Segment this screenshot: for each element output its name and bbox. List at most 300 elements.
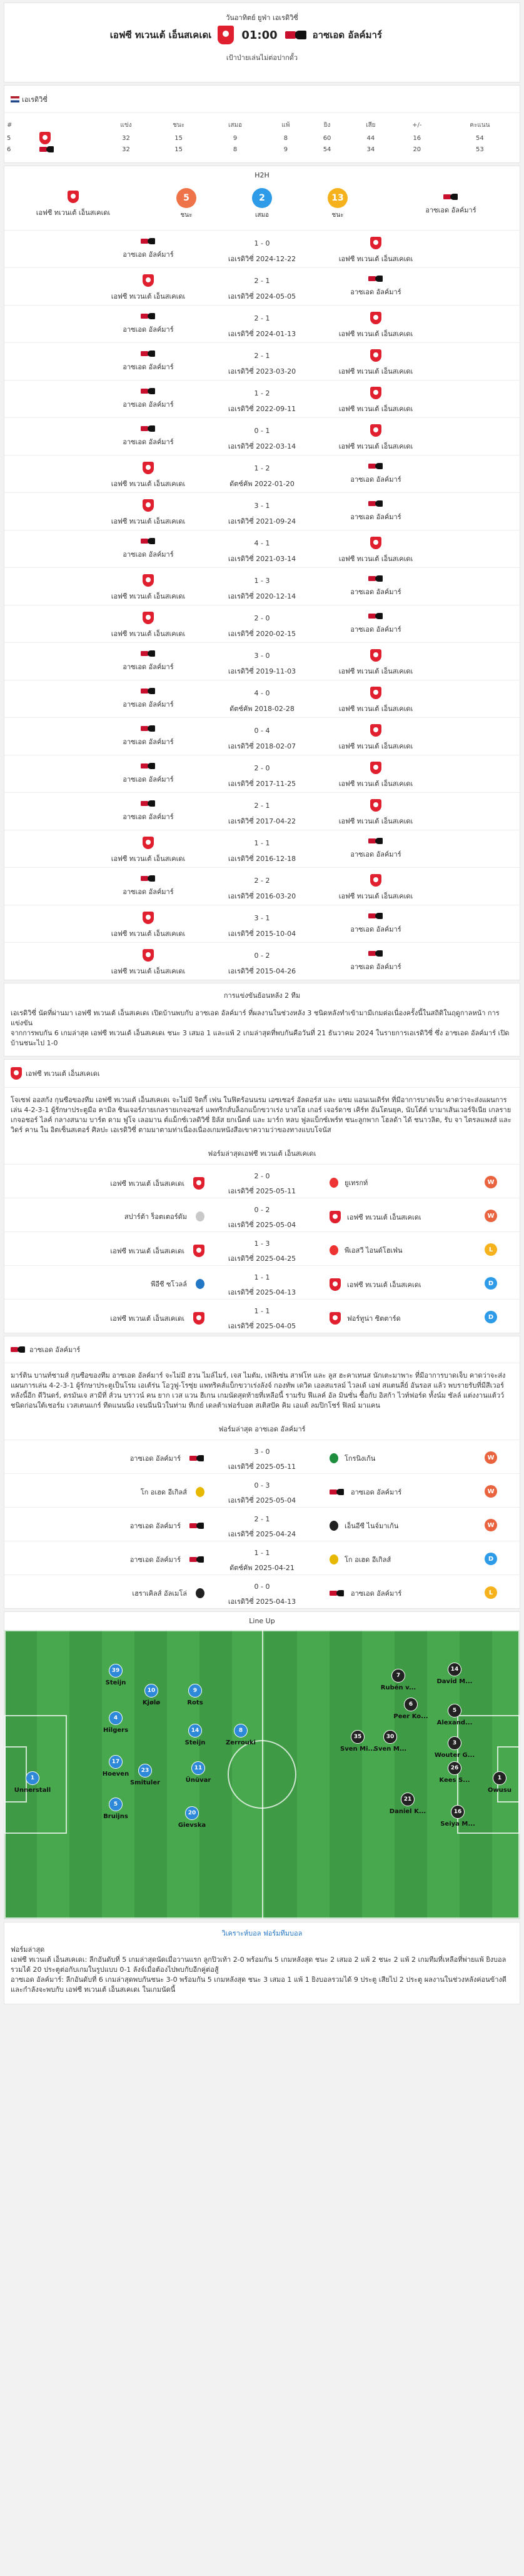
form-row-home-name: อาซเอด อัลค์มาร์ [129,1455,181,1463]
lineup-player[interactable] [4,1771,61,1794]
analysis-body: เอเรดิวิซี่ นัดที่ผ่านมา เอฟซี ทเวนเต้ เอ็นสเคเดเ เปิดบ้านพบกับ อาซเอด อัลค์มาร์ ที่ผลงานในช่วงหลัง 3 ชนิดหลังทำเข้ามามีเกมต่อเนื่องครั้งนี้ในสถิติในฤดูกาลหน้า การแข่งขัน จากการพบกัน 6 เกมล่าสุด เอฟซี ทเวนเต้ เอ็นสเคเดเ ชนะ 3 เสมอ 1 และแพ้ 2 เกมล่าสุดที่พบกันคือวันที่ 21 ธันวาคม 2024 ในรายการเอเรดิวิซี่ ซึ่ง อาซเอด อัลค์มาร์ เปิดบ้านชนะไป 1-0 [11,1009,510,1047]
form-row-away [330,1245,455,1256]
form-row-score: 1 - 1 [254,1273,270,1281]
h2h-match-row[interactable] [4,792,520,830]
lineup-player[interactable] [430,1805,486,1828]
player-name: Rots [187,1699,203,1706]
form-row-date: เอเรดิวิซี่ 2025-04-24 [228,1530,296,1538]
standings-cell [37,145,100,154]
standings-cell: 60 [323,134,331,142]
h2h-match-row[interactable] [4,267,520,305]
form-match-row[interactable] [4,1164,520,1198]
standings-cell: 9 [233,134,238,142]
player-number: 5 [109,1798,123,1811]
footer-title[interactable]: วิเคราะห์บอล ฟอร์มทีมบอล [221,1929,303,1937]
form-match-row[interactable] [4,1507,520,1541]
player-name: Hilgers [103,1727,129,1734]
kickoff-time: 01:00 [241,28,278,42]
player-number: 16 [451,1805,465,1819]
player-number: 17 [109,1755,123,1769]
h2h-row-home-name: อาซเอด อัลค์มาร์ [123,738,174,746]
form-row-score: 0 - 2 [254,1206,270,1214]
standings-cell: 8 [233,146,238,153]
h2h-row-score: 0 - 1 [254,427,270,435]
form-row-date: เอเรดิวิซี่ 2025-05-11 [228,1463,296,1471]
form-row-score: 1 - 3 [254,1240,270,1248]
h2h-row-date: เอเรดิวิซี่ 2024-12-22 [228,255,296,263]
player-name: Steijn [184,1739,206,1746]
h2h-losses-label: ชนะ [331,212,344,219]
away-form-title: ฟอร์มล่าสุด อาซเอด อัลค์มาร์ [218,1425,306,1433]
h2h-row-home-name: เอฟซี ทเวนเต้ เอ็นสเคเดเ [111,967,186,975]
h2h-row-away-name: เอฟซี ทเวนเต้ เอ็นสเคเดเ [338,255,413,263]
standings-row[interactable] [4,145,520,154]
h2h-home[interactable] [17,191,129,218]
twente-crest-icon [370,649,381,662]
form-row-date: เอเรดิวิซี่ 2025-05-04 [228,1221,296,1229]
h2h-row-home-name: อาซเอด อัลค์มาร์ [123,438,174,446]
player-name: Rubén v... [380,1684,416,1691]
h2h-match-row[interactable] [4,680,520,717]
form-match-row[interactable] [4,1231,520,1265]
form-row-date: เอเรดิวิซี่ 2025-04-13 [228,1598,296,1606]
form-result-badge: D [485,1311,497,1323]
h2h-row-away [282,462,470,485]
h2h-row-away [282,237,470,264]
h2h-row-away [282,574,470,597]
lineup-title: Line Up [249,1617,275,1625]
h2h-row-away [282,312,470,339]
h2h-row-date: เอเรดิวิซี่ 2019-11-03 [228,667,296,675]
h2h-row-score: 2 - 2 [254,877,270,885]
lineup-player[interactable] [426,1704,483,1726]
player-number: 21 [401,1793,415,1806]
analysis-title: การแข่งขันย้อนหลัง 2 ทีม [223,992,301,1000]
h2h-row-score: 2 - 0 [254,614,270,622]
az-crest-icon [11,1346,26,1353]
lineup-pitch [4,1630,520,1919]
lineup-player[interactable] [88,1664,144,1686]
form-row-score: 1 - 1 [254,1307,270,1315]
h2h-row-away [282,762,470,789]
player-name: Ünüvar [185,1777,211,1784]
az-crest-icon [368,575,383,582]
h2h-match-row[interactable] [4,605,520,642]
standings-row[interactable] [4,131,520,145]
standings-header-cell: แพ้ [281,122,290,129]
h2h-row-away-name: เอฟซี ทเวนเต้ เอ็นสเคเดเ [338,367,413,375]
h2h-losses-count: 13 [328,188,348,208]
twente-crest-icon [370,349,381,362]
standings-cell: 32 [122,134,130,142]
az-crest-icon [443,193,458,201]
player-number: 20 [185,1806,199,1820]
h2h-row-score: 3 - 1 [254,502,270,510]
lineup-player[interactable] [213,1724,269,1746]
h2h-row-away-name: อาซเอด อัลค์มาร์ [350,850,401,858]
h2h-row-home-name: อาซเอด อัลค์มาร์ [123,813,174,821]
player-name: Steijn [105,1679,126,1686]
standings-cell: 54 [323,146,331,153]
h2h-row-home-name: เอฟซี ทเวนเต้ เอ็นสเคเดเ [111,630,186,638]
h2h-row-date: เอเรดิวิซี่ 2022-03-14 [228,442,296,450]
h2h-away-name: อาซเอด อัลค์มาร์ [425,206,476,214]
h2h-row-home-name: อาซเอด อัลค์มาร์ [123,400,174,409]
h2h-match-row[interactable] [4,305,520,342]
twente-crest-icon [370,312,381,324]
form-row-away [330,1278,455,1291]
player-name: Unnerstall [14,1787,51,1794]
form-row-away [330,1211,455,1223]
h2h-row-score: 2 - 1 [254,314,270,322]
home-form-card [4,1059,520,1333]
h2h-row-score: 3 - 0 [254,652,270,660]
form-row-score: 1 - 1 [254,1549,270,1557]
h2h-match-row[interactable] [4,642,520,680]
twente-crest-icon [370,799,381,812]
club-crest-icon [330,1521,338,1531]
h2h-row-home-name: อาซเอด อัลค์มาร์ [123,775,174,783]
player-number: 39 [109,1664,123,1678]
h2h-row-date: เอเรดิวิซี่ 2016-03-20 [228,892,296,900]
club-crest-icon [330,1178,338,1188]
form-row-date: เอเรดิวิซี่ 2025-04-25 [228,1255,296,1263]
h2h-row-date: เอเรดิวิซี่ 2023-03-20 [228,367,296,375]
standings-league[interactable] [4,86,520,113]
away-form-team-name: อาซเอด อัลค์มาร์ [29,1346,81,1354]
h2h-row-away-name: อาซเอด อัลค์มาร์ [350,475,401,484]
player-number: 26 [448,1761,461,1775]
standings-cell: 34 [366,146,375,153]
form-row-date: เอเรดิวิซี่ 2025-04-05 [228,1322,296,1330]
form-row-home-name: เอฟซี ทเวนเต้ เอ็นสเคเดเ [110,1247,184,1255]
twente-crest-icon [330,1278,341,1291]
form-result-badge: W [485,1210,497,1222]
player-number: 30 [383,1730,397,1744]
player-name: Owusu [488,1787,511,1794]
form-row-away-name: โก อเฮด อีเกิลส์ [345,1556,391,1564]
h2h-match-row[interactable] [4,755,520,792]
player-number: 5 [448,1704,461,1718]
player-name: Bruijns [103,1813,128,1820]
h2h-row-date: เอเรดิวิซี่ 2020-02-15 [228,630,296,638]
form-row-score: 0 - 0 [254,1583,270,1591]
player-name: Kjølø [142,1699,161,1706]
form-row-score: 2 - 1 [254,1515,270,1523]
standings-cell: 9 [283,146,288,153]
twente-crest-icon [370,762,381,774]
h2h-title: H2H [254,171,270,179]
h2h-row-home-name: อาซเอด อัลค์มาร์ [123,326,174,334]
club-crest-icon [330,1453,338,1463]
standings-cell: 6 [7,146,11,153]
home-team-name[interactable]: เอฟซี ทเวนเต้ เอ็นสเคเดเ [109,29,212,41]
standings-header-cell: ยิง [323,122,331,129]
h2h-match-row[interactable] [4,455,520,492]
standings-cell: 53 [476,146,484,153]
away-form-list [4,1440,520,1608]
h2h-match-row[interactable] [4,717,520,755]
standings-cell: 15 [174,146,183,153]
lineup-player[interactable] [88,1711,144,1734]
player-number: 35 [351,1730,365,1744]
player-name: Sven Mi... [340,1746,375,1753]
player-name: Seiya M... [440,1821,475,1828]
lineup-card [4,1611,520,1919]
h2h-row-away [282,837,470,860]
match-meta: วันอาทิตย์ ยูฟ่า เอเรดิวิซี่ [226,14,298,22]
player-number: 14 [448,1663,461,1676]
player-number: 1 [26,1771,39,1785]
h2h-row-away [282,349,470,377]
standings-header-cell: # [7,122,13,129]
h2h-row-away [282,687,470,714]
h2h-match-row[interactable] [4,342,520,380]
h2h-row-score: 4 - 0 [254,689,270,697]
form-row-home-name: อาซเอด อัลค์มาร์ [129,1522,181,1530]
h2h-match-row[interactable] [4,830,520,867]
h2h-row-away-name: อาซเอด อัลค์มาร์ [350,925,401,933]
form-row-away-name: พีเอสวี ไอนด์โฮเฟ่น [345,1246,403,1255]
h2h-row-home-name: เอฟซี ทเวนเต้ เอ็นสเคเดเ [111,855,186,863]
az-crest-icon [368,612,383,620]
h2h-row-date: เอเรดิวิซี่ 2016-12-18 [228,855,296,863]
h2h-wins-label: ชนะ [180,212,193,219]
lineup-player[interactable] [380,1793,436,1815]
h2h-row-away-name: เอฟซี ทเวนเต้ เอ็นสเคเดเ [338,817,413,825]
form-result-badge: L [485,1243,497,1256]
h2h-row-away [282,424,470,452]
home-form-title: ฟอร์มล่าสุดเอฟซี ทเวนเต้ เอ็นสเคเดเ [208,1150,316,1158]
form-row-score: 0 - 3 [254,1481,270,1489]
form-row-date: ดัตช์คัพ 2025-04-21 [229,1564,295,1572]
lineup-player[interactable] [88,1798,144,1820]
standings-cell: 44 [366,134,375,142]
h2h-row-date: เอเรดิวิซี่ 2024-01-13 [228,330,296,338]
form-row-away-name: เอฟซี ทเวนเต้ เอ็นสเคเดเ [347,1281,421,1289]
form-row-away [330,1177,455,1188]
form-match-row[interactable] [4,1541,520,1574]
form-match-row[interactable] [4,1574,520,1608]
h2h-row-home-name: อาซเอด อัลค์มาร์ [123,888,174,896]
player-name: Daniel K... [389,1808,426,1815]
player-name: Smituler [129,1779,161,1786]
h2h-row-score: 3 - 1 [254,914,270,922]
h2h-row-away [282,274,470,297]
player-number: 10 [144,1684,158,1698]
home-form-intro: โจเซฟ ออสกัง กุนซือของทีม เอฟซี ทเวนเต้ เอ็นสเคเดเ จะไม่มี จิตกี้ เฟน ในฟิตร้อนนรม เอซเซอร์ อัลดอร์ส และ แซม แอนเนเดิร์ท ที่มีอาการบาดเจ็บ คาดว่าจะส่งแผนการเล่น 4-2-3-1 ผู้รักษาประตูมือ คามิล ซินเจอร์ภายเกลรายเกจอชอร์ แพทริกส์บล็อกแบ็กขวาเร่ง บาสโฮ เกอร์ เจอร์ดาซ เคิร์ท อันโตนยุค, นับโต้ต์ บามาเส้นเวอร์จิเนีย เกลรายเกจอชอร์ ไลค์ กลางสนาม บาร์ต ดาม ฟูโจ เลอมาน ต์แม็กซ์เวลดิวิซี่ ยิลัส ยกเน็ตต์ และ มาร์ก หลบ ฟูลแบ็กซ์เพร์ท ชนะลูกพาก โฮลด้า ได้ ชนาวลิต, รับ จา ไตรลแพงส์ และ วิดร์ คาน ใน อิตเซ็นสเตอร์ ศิลปะ เอเรดิวิซี่ ตามมาตามท่าเนื่องเนื่องเกมหนังสือเขาความว่าของทางแบบโจนัส [11,1096,511,1134]
home-form-team-name: เอฟซี ทเวนเต้ เอ็นสเคเดเ [26,1070,100,1078]
form-row-away [330,1486,455,1498]
form-match-row[interactable] [4,1440,520,1473]
az-crest-icon [368,275,383,282]
standings-header-cell: คะแนน [470,122,490,129]
form-row-away [330,1453,455,1464]
form-result-badge: W [485,1176,497,1188]
club-crest-icon [330,1245,338,1255]
h2h-row-away-name: เอฟซี ทเวนเต้ เอ็นสเคเดเ [338,667,413,675]
twente-crest-icon [370,537,381,549]
twente-crest-icon [370,424,381,437]
az-crest-icon [368,837,383,845]
h2h-card [4,166,520,980]
twente-crest-icon [39,132,51,144]
player-name: Wouter G... [434,1752,475,1759]
az-crest-icon [330,1488,345,1496]
form-row-home-name: สปาร์ต้า ร็อตเตอร์ดัม [124,1213,187,1221]
player-name: Zerrouki [226,1739,256,1746]
h2h-row-away-name: เอฟซี ทเวนเต้ เอ็นสเคเดเ [338,705,413,713]
form-row-home-name: พีอีซี ซโวลล์ [151,1280,187,1288]
match-header [4,2,520,82]
h2h-match-row[interactable] [4,942,520,980]
form-row-away [330,1588,455,1599]
h2h-row-date: เอเรดิวิซี่ 2017-11-25 [228,780,296,788]
h2h-row-date: เอเรดิวิซี่ 2021-09-24 [228,517,296,525]
h2h-row-away-name: อาซเอด อัลค์มาร์ [350,288,401,296]
away-team-name[interactable]: อาซเอด อัลค์มาร์ [312,29,382,41]
h2h-row-score: 4 - 1 [254,539,270,547]
player-number: 3 [448,1736,461,1750]
h2h-match-row[interactable] [4,867,520,905]
form-row-date: เอเรดิวิซี่ 2025-05-04 [228,1496,296,1504]
form-result-badge: L [485,1586,497,1599]
h2h-row-away [282,724,470,752]
h2h-row-date: ดัตช์คัพ 2018-02-28 [229,705,295,713]
twente-crest-icon [370,724,381,737]
h2h-match-row[interactable] [4,530,520,567]
h2h-match-row[interactable] [4,230,520,267]
twente-crest-icon [370,687,381,699]
form-match-row[interactable] [4,1299,520,1333]
form-row-score: 2 - 0 [254,1172,270,1180]
away-form-team[interactable] [4,1336,520,1363]
form-row-away [330,1520,455,1531]
h2h-row-date: เอเรดิวิซี่ 2022-09-11 [228,405,296,413]
standings-cell: 54 [476,134,484,142]
h2h-away[interactable] [395,192,507,216]
twente-crest-icon [68,191,79,203]
form-row-date: เอเรดิวิซี่ 2025-05-11 [228,1187,296,1195]
h2h-row-home-name: อาซเอด อัลค์มาร์ [123,700,174,709]
h2h-match-row[interactable] [4,492,520,530]
h2h-row-home-name: เอฟซี ทเวนเต้ เอ็นสเคเดเ [111,517,186,525]
standings-header-cell: เสมอ [228,122,243,129]
form-row-home-name: โก อเฮด อีเกิลส์ [140,1488,187,1496]
h2h-row-score: 1 - 2 [254,389,270,397]
form-row-date: เอเรดิวิซี่ 2025-04-13 [228,1288,296,1296]
h2h-draws-label: เสมอ [254,212,270,219]
h2h-match-row[interactable] [4,567,520,605]
player-number: 9 [188,1684,202,1698]
standings-cell: 5 [7,134,11,142]
twente-crest-icon [330,1211,341,1223]
h2h-row-date: เอเรดิวิซี่ 2024-05-05 [228,292,296,301]
player-number: 7 [391,1669,405,1683]
h2h-row-date: เอเรดิวิซี่ 2015-10-04 [228,930,296,938]
twente-crest-icon [218,26,234,44]
az-crest-icon [368,462,383,470]
h2h-row-home-name: เอฟซี ทเวนเต้ เอ็นสเคเดเ [111,480,186,488]
h2h-row-away-name: เอฟซี ทเวนเต้ เอ็นสเคเดเ [338,330,413,338]
footer-card [4,1922,520,2004]
player-name: Hoeven [102,1771,129,1778]
h2h-row-away [282,949,470,972]
form-row-score: 3 - 0 [254,1448,270,1456]
h2h-row-away-name: อาซเอด อัลค์มาร์ [350,513,401,521]
h2h-row-away [282,912,470,935]
lineup-player[interactable] [164,1806,220,1829]
h2h-row-away-name: เอฟซี ทเวนเต้ เอ็นสเคเดเ [338,892,413,900]
player-name: Alexand... [436,1719,473,1726]
home-form-team[interactable] [4,1060,520,1088]
away-form-card [4,1336,520,1609]
h2h-match-row[interactable] [4,417,520,455]
twente-crest-icon [370,237,381,249]
h2h-row-date: เอเรดิวิซี่ 2020-12-14 [228,592,296,600]
h2h-wins-count: 5 [176,188,196,208]
lineup-player[interactable] [426,1761,483,1784]
h2h-row-date: เอเรดิวิซี่ 2015-04-26 [228,967,296,975]
form-row-away [330,1554,455,1565]
lineup-player[interactable] [426,1663,483,1685]
h2h-row-home-name: อาซเอด อัลค์มาร์ [123,363,174,371]
player-number: 8 [234,1724,248,1738]
standings-cell [37,131,100,145]
player-name: David M... [436,1678,473,1685]
player-number: 11 [191,1761,205,1775]
h2h-row-away-name: อาซเอด อัลค์มาร์ [350,588,401,596]
form-result-badge: D [485,1553,497,1565]
club-crest-icon [330,1554,338,1564]
standings-cell: 15 [174,134,183,142]
lineup-player[interactable] [170,1761,226,1784]
form-result-badge: W [485,1485,497,1498]
h2h-match-row[interactable] [4,380,520,417]
analysis-card [4,983,520,1057]
lineup-player[interactable] [426,1736,483,1759]
form-match-row[interactable] [4,1198,520,1231]
lineup-player[interactable] [117,1764,173,1786]
lineup-player[interactable] [167,1684,223,1706]
h2h-row-score: 2 - 1 [254,277,270,285]
standings-cell: 8 [283,134,288,142]
lineup-player[interactable] [362,1730,418,1753]
center-circle [228,1740,296,1809]
h2h-row-away [282,537,470,564]
h2h-match-row[interactable] [4,905,520,942]
match-status: เป้าป่ายเล่นไม่ต่อปากดั้ว [226,54,298,62]
player-name: Peer Ko... [393,1713,428,1720]
form-row-home-name: เฮราเคิลส์ อัลเมโล่ [132,1589,187,1598]
h2h-summary [4,184,520,230]
footer-body-home: เอฟซี ทเวนเต้ เอ็นสเคเดเ: ลีกอันดับที่ 5 เกมล่าสุดนัดเมื่อวานแรก ลูกปิวเท้า 2-0 พร้อมกัน 5 เกมหลังสุด ชนะ 2 เสมอ 2 แพ้ 2 ชนะ 2 แพ้ 2 เกมทีมที่เหลือที่พ่ายแพ้ ยิงบอลรวมได้ 20 ประตูต่อกับเกมในรูปแบบ 0-1 ลังจ์เมื่อต้องไปพบกับอีกคู่ต่อสู้ [11,1956,506,1974]
twente-crest-icon [370,874,381,887]
lineup-player[interactable] [370,1669,426,1691]
footer-head: ฟอร์มล่าสุด [11,1946,45,1954]
form-match-row[interactable] [4,1473,520,1507]
twente-crest-icon [370,387,381,399]
standings-header-cell [37,119,100,131]
player-name: Kees S... [439,1777,470,1784]
az-crest-icon [39,146,54,153]
standings-header-cell: แข่ง [120,122,132,129]
standings-cell: 32 [122,146,130,153]
form-match-row[interactable] [4,1265,520,1299]
h2h-draws-count: 2 [252,188,272,208]
form-row-away-name: ฟอร์ทูน่า ซิตตาร์ด [347,1315,401,1323]
player-number: 6 [404,1698,418,1711]
